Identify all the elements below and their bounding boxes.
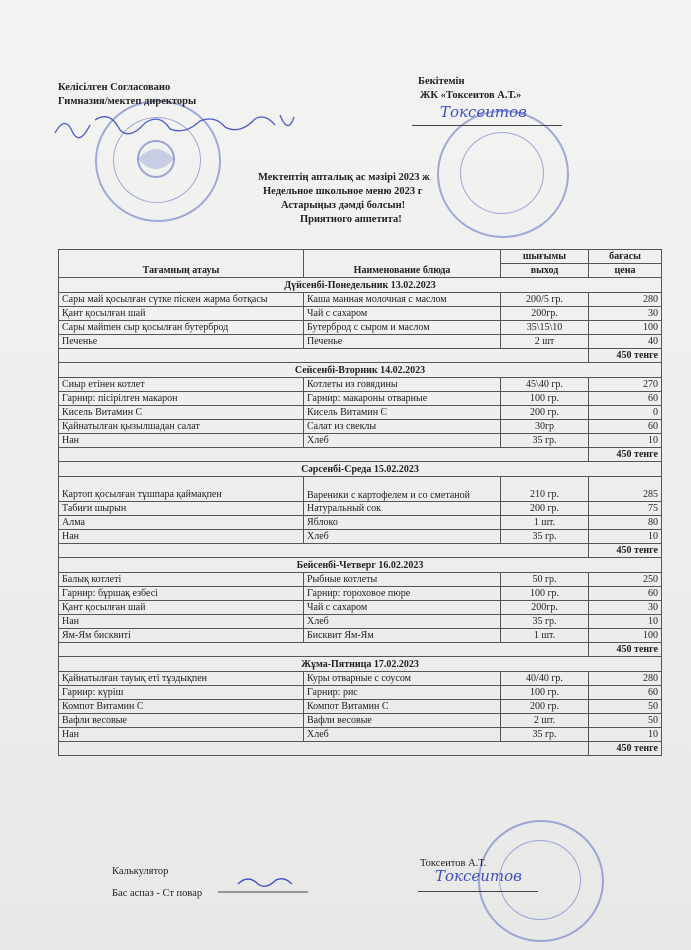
col-header-price-ru: цена — [589, 264, 662, 278]
dish-name-kz: Нан — [59, 530, 304, 544]
total-spacer — [59, 544, 589, 558]
dish-price: 250 — [589, 573, 662, 587]
dish-price: 10 — [589, 615, 662, 629]
day-total: 450 тенге — [589, 742, 662, 756]
dish-price: 10 — [589, 434, 662, 448]
menu-item-row — [59, 672, 662, 686]
total-spacer — [59, 349, 589, 363]
footer-right-signature: Токсеитов — [435, 867, 522, 885]
dish-name-ru: Хлеб — [304, 530, 501, 544]
menu-item-row — [59, 686, 662, 700]
menu-item-row — [59, 700, 662, 714]
dish-portion: 1 шт. — [501, 516, 589, 530]
menu-item-row — [59, 335, 662, 349]
day-total-row — [59, 448, 662, 462]
day-total-row — [59, 544, 662, 558]
menu-item-row — [59, 587, 662, 601]
footer-signature-line — [418, 890, 538, 892]
total-spacer — [59, 448, 589, 462]
menu-item-row — [59, 629, 662, 643]
dish-name-kz: Гарнир: пісірілген макарон — [59, 392, 304, 406]
dish-name-ru: Бутерброд с сыром и маслом — [304, 321, 501, 335]
cook-signature — [218, 872, 308, 896]
day-title: Дүйсенбі-Понедельник 13.02.2023 — [59, 278, 662, 293]
day-title: Жұма-Пятница 17.02.2023 — [59, 657, 662, 672]
menu-item-row — [59, 516, 662, 530]
dish-portion: 40/40 гр. — [501, 672, 589, 686]
title-ru: Недельное школьное меню 2023 г — [263, 186, 423, 197]
dish-name-ru: Котлеты из говядины — [304, 378, 501, 392]
col-header-ru: Наименование блюда — [304, 250, 501, 278]
dish-name-kz: Сиыр етінен котлет — [59, 378, 304, 392]
dish-price: 60 — [589, 392, 662, 406]
dish-name-ru: Гарнир: гороховое пюре — [304, 587, 501, 601]
greeting-ru: Приятного аппетита! — [300, 214, 402, 225]
day-title: Сейсенбі-Вторник 14.02.2023 — [59, 363, 662, 378]
dish-price: 10 — [589, 530, 662, 544]
menu-item-row — [59, 615, 662, 629]
total-spacer — [59, 742, 589, 756]
dish-name-ru: Рыбные котлеты — [304, 573, 501, 587]
right-signature-line — [412, 124, 562, 126]
menu-item-row — [59, 601, 662, 615]
dish-portion: 200гр. — [501, 307, 589, 321]
dish-name-kz: Нан — [59, 434, 304, 448]
dish-portion: 100 гр. — [501, 392, 589, 406]
dish-price: 30 — [589, 601, 662, 615]
dish-name-kz: Қайнатылған тауық еті тұздықпен — [59, 672, 304, 686]
dish-price: 100 — [589, 629, 662, 643]
day-title: Бейсенбі-Четверг 16.02.2023 — [59, 558, 662, 573]
dish-name-kz: Кисель Витамин С — [59, 406, 304, 420]
menu-body — [59, 278, 662, 756]
col-header-out-kz: шығымы — [501, 250, 589, 264]
dish-name-kz: Картоп қосылған тұшпара қаймақпен — [59, 477, 304, 502]
dish-portion: 2 шт — [501, 335, 589, 349]
day-header-row — [59, 558, 662, 573]
dish-name-ru: Хлеб — [304, 434, 501, 448]
dish-name-ru: Вареники с картофелем и со сметаной — [304, 477, 501, 502]
menu-item-row — [59, 502, 662, 516]
menu-item-row — [59, 307, 662, 321]
dish-name-kz: Сары майmен сыр қосылған бутерброд — [59, 321, 304, 335]
dish-name-ru: Вафли весовые — [304, 714, 501, 728]
cook-label: Бас аспаз - Ст повар — [112, 888, 203, 899]
dish-name-ru: Каша манная молочная с маслом — [304, 293, 501, 307]
dish-portion: 35 гр. — [501, 434, 589, 448]
menu-item-row — [59, 378, 662, 392]
dish-name-ru: Яблоко — [304, 516, 501, 530]
greeting-kz: Астарыңыз дәмді болсын! — [281, 200, 406, 211]
dish-name-kz: Нан — [59, 615, 304, 629]
day-title: Сәрсенбі-Среда 15.02.2023 — [59, 462, 662, 477]
dish-price: 280 — [589, 293, 662, 307]
dish-price: 60 — [589, 420, 662, 434]
dish-name-kz: Қант қосылған шай — [59, 601, 304, 615]
dish-name-ru: Салат из свеклы — [304, 420, 501, 434]
dish-portion: 200/5 гр. — [501, 293, 589, 307]
menu-item-row — [59, 434, 662, 448]
dish-name-kz: Компот Витамин С — [59, 700, 304, 714]
dish-portion: 35 гр. — [501, 615, 589, 629]
dish-name-kz: Гарнир: бұршақ езбесі — [59, 587, 304, 601]
dish-portion: 210 гр. — [501, 477, 589, 502]
dish-portion: 200 гр. — [501, 406, 589, 420]
dish-portion: 100 гр. — [501, 587, 589, 601]
calculator-label: Калькулятор — [112, 866, 169, 877]
dish-portion: 200 гр. — [501, 502, 589, 516]
day-total: 450 тенге — [589, 349, 662, 363]
day-total-row — [59, 643, 662, 657]
dish-name-kz: Балық котлеті — [59, 573, 304, 587]
right-approval-signature: Токсеитов — [440, 103, 527, 121]
dish-name-ru: Печенье — [304, 335, 501, 349]
dish-name-ru: Кисель Витамин С — [304, 406, 501, 420]
dish-portion: 30гр — [501, 420, 589, 434]
dish-name-kz: Вафли весовые — [59, 714, 304, 728]
menu-item-row — [59, 714, 662, 728]
dish-name-ru: Хлеб — [304, 728, 501, 742]
menu-item-row — [59, 477, 662, 502]
dish-portion: 35 гр. — [501, 530, 589, 544]
dish-portion: 100 гр. — [501, 686, 589, 700]
dish-name-kz: Алма — [59, 516, 304, 530]
day-total: 450 тенге — [589, 643, 662, 657]
dish-price: 75 — [589, 502, 662, 516]
day-total: 450 тенге — [589, 544, 662, 558]
dish-price: 30 — [589, 307, 662, 321]
dish-portion: 200 гр. — [501, 700, 589, 714]
dish-portion: 200гр. — [501, 601, 589, 615]
footer-right-name: Токсеитов А.Т. — [420, 858, 487, 869]
dish-name-kz: Печенье — [59, 335, 304, 349]
dish-name-ru: Чай с сахаром — [304, 307, 501, 321]
menu-table — [58, 249, 662, 756]
day-header-row — [59, 363, 662, 378]
dish-name-kz: Қант қосылған шай — [59, 307, 304, 321]
dish-price: 40 — [589, 335, 662, 349]
dish-portion: 45\40 гр. — [501, 378, 589, 392]
menu-item-row — [59, 420, 662, 434]
dish-price: 60 — [589, 587, 662, 601]
day-total-row — [59, 349, 662, 363]
menu-item-row — [59, 392, 662, 406]
dish-portion: 35 гр. — [501, 728, 589, 742]
dish-price: 285 — [589, 477, 662, 502]
day-header-row — [59, 278, 662, 293]
dish-price: 50 — [589, 714, 662, 728]
dish-name-ru: Куры отварные с соусом — [304, 672, 501, 686]
dish-name-kz: Сары май қосылған сүтке піскен жарма ботқасы — [59, 293, 304, 307]
dish-price: 10 — [589, 728, 662, 742]
approval-right-line1: Бекітемін — [418, 76, 465, 87]
approval-right-line2: ЖК «Токсеитов А.Т.» — [420, 90, 522, 101]
dish-price: 0 — [589, 406, 662, 420]
dish-price: 50 — [589, 700, 662, 714]
dish-name-ru: Гарнир: рис — [304, 686, 501, 700]
menu-item-row — [59, 293, 662, 307]
right-seal-inner-ring — [460, 132, 544, 214]
dish-name-ru: Хлеб — [304, 615, 501, 629]
menu-item-row — [59, 573, 662, 587]
menu-item-row — [59, 321, 662, 335]
dish-price: 270 — [589, 378, 662, 392]
dish-name-ru: Компот Витамин С — [304, 700, 501, 714]
day-total: 450 тенге — [589, 448, 662, 462]
day-header-row — [59, 657, 662, 672]
dish-name-kz: Ям-Ям бисквиті — [59, 629, 304, 643]
dish-name-kz: Табиғи шырын — [59, 502, 304, 516]
day-total-row — [59, 742, 662, 756]
dish-name-ru: Бисквит Ям-Ям — [304, 629, 501, 643]
day-header-row — [59, 462, 662, 477]
dish-name-ru: Гарнир: макароны отварные — [304, 392, 501, 406]
dish-name-ru: Чай с сахаром — [304, 601, 501, 615]
dish-portion: 1 шт. — [501, 629, 589, 643]
col-header-out-ru: выход — [501, 264, 589, 278]
dish-portion: 2 шт. — [501, 714, 589, 728]
dish-name-kz: Нан — [59, 728, 304, 742]
dish-name-kz: Гарнир: күріш — [59, 686, 304, 700]
menu-item-row — [59, 406, 662, 420]
dish-price: 80 — [589, 516, 662, 530]
dish-portion: 35\15\10 — [501, 321, 589, 335]
dish-name-ru: Натуральный сок — [304, 502, 501, 516]
dish-portion: 50 гр. — [501, 573, 589, 587]
total-spacer — [59, 643, 589, 657]
col-header-kz: Тағамның атауы — [59, 250, 304, 278]
dish-price: 100 — [589, 321, 662, 335]
left-director-signature — [50, 105, 300, 145]
approval-left-line1: Келісілген Согласовано — [58, 82, 171, 93]
dish-price: 60 — [589, 686, 662, 700]
col-header-price-kz: бағасы — [589, 250, 662, 264]
title-kz: Мектептің апталық ас мәзірі 2023 ж — [258, 172, 430, 183]
dish-name-kz: Қайнатылған қызылшадан салат — [59, 420, 304, 434]
menu-item-row — [59, 530, 662, 544]
approval-left-line2: Гимназия/мектеп директоры — [58, 96, 197, 107]
menu-item-row — [59, 728, 662, 742]
dish-price: 280 — [589, 672, 662, 686]
